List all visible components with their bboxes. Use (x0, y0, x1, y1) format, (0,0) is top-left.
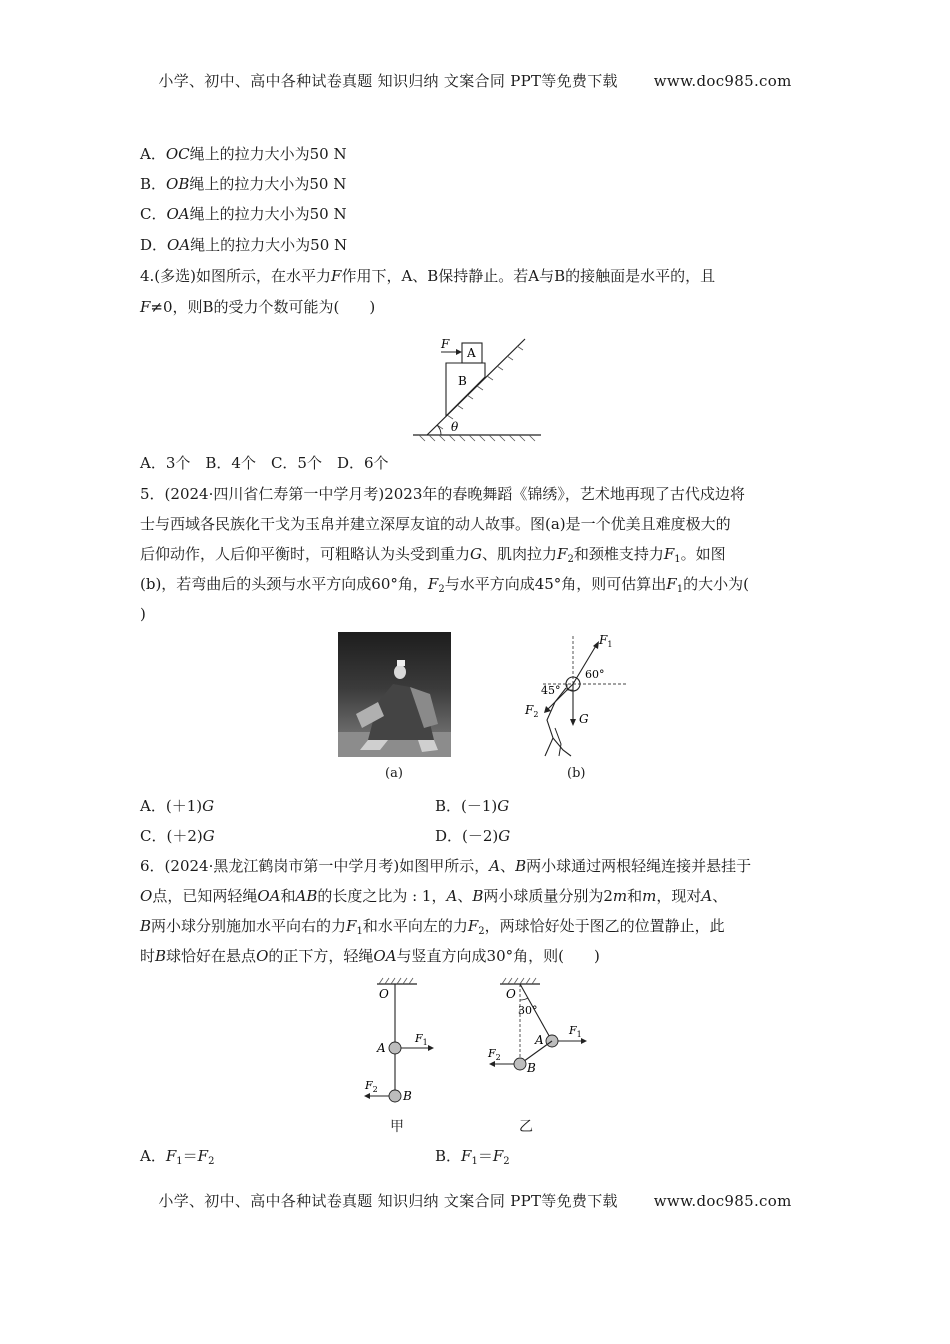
q6-jia-label-o: O (379, 987, 389, 1001)
q5-option-c: C．(＋2)G (140, 827, 215, 845)
q6-caption-jia: 甲 (390, 1119, 404, 1135)
q6-jia-ball-a (389, 1042, 401, 1054)
q4-stem-line1: 4.(多选)如图所示，在水平力F作用下，A、B保持静止。若A与B的接触面是水平的，且 (140, 267, 716, 285)
q6-jia-label-b: B (403, 1089, 412, 1103)
q5-force-diagram (515, 632, 635, 762)
q6-stem-line4: 时B球恰好在悬点O的正下方，轻绳OA与竖直方向成30°角，则( ) (140, 947, 600, 965)
q6-yi-label-b: B (527, 1061, 536, 1075)
q5-stem-line3: 后仰动作，人后仰平衡时，可粗略认为头受到重力G、肌肉拉力$F_2$和颈椎支持力$F_1$。如图 (140, 545, 726, 565)
q4-label-f: F (441, 337, 450, 351)
q6-stem-line3: B两小球分别施加水平向右的力$F_1$和水平向左的力$F_2$，两球恰好处于图乙的位置静止，此 (140, 917, 725, 937)
q5-option-a: A．(＋1)G (140, 797, 215, 815)
q6-option-a: A．$F_1=F_2$ (140, 1147, 215, 1167)
q6-yi-label-o: O (506, 987, 516, 1001)
q5-label-f1: $F_1$ (599, 633, 613, 649)
q6-jia-ball-b (389, 1090, 401, 1102)
q4-label-b: B (458, 374, 467, 388)
q3-option-b: B．OB绳上的拉力大小为50 N (140, 175, 347, 193)
q5-caption-a: (a) (385, 766, 403, 781)
q3-option-a: A．OC绳上的拉力大小为50 N (140, 145, 347, 163)
q6-yi-label-f1: $F_1$ (569, 1024, 582, 1039)
q5-dance-photo (338, 632, 451, 757)
q5-label-g: G (579, 712, 589, 726)
q6-yi-label-a: A (535, 1033, 544, 1047)
q5-option-d: D．(－2)G (435, 827, 511, 845)
q6-jia-label-a: A (377, 1041, 386, 1055)
q5-caption-b: (b) (567, 766, 586, 781)
q6-jia-label-f2: $F_2$ (365, 1079, 378, 1094)
q6-figure-jia (355, 978, 445, 1108)
q5-angle-60: 60° (585, 668, 605, 681)
q5-stem-line1: 5．(2024·四川省仁寿第一中学月考)2023年的春晚舞蹈《锦绣》，艺术地再现了古代戍边将 (140, 485, 745, 503)
q4-stem-line2: F≠0，则B的受力个数可能为( ) (140, 298, 376, 316)
q4-theta-label: θ (451, 420, 459, 434)
q4-label-a: A (467, 346, 476, 360)
header-text: 小学、初中、高中各种试卷真题 知识归纳 文案合同 PPT等免费下载 (158, 72, 618, 90)
q5-angle-45: 45° (541, 684, 561, 697)
q6-option-b: B．$F_1=F_2$ (435, 1147, 510, 1167)
footer-site[interactable]: www.doc985.com (653, 1192, 792, 1210)
q6-jia-label-f1: $F_1$ (415, 1032, 428, 1047)
q6-stem-line1: 6．(2024·黑龙江鹤岗市第一中学月考)如图甲所示，A、B两小球通过两根轻绳连接并悬挂于 (140, 857, 752, 875)
q5-stem-line5: ) (140, 605, 146, 623)
page-footer (0, 1190, 950, 1211)
q6-figure-yi (484, 978, 594, 1108)
page-header (0, 70, 950, 91)
q4-block-b (446, 363, 485, 416)
q6-yi-label-f2: $F_2$ (488, 1047, 501, 1062)
q4-options: A．3个 B．4个 C．5个 D．6个 (140, 454, 389, 472)
q6-yi-angle-30: 30° (518, 1004, 538, 1017)
header-site[interactable]: www.doc985.com (653, 72, 792, 90)
q6-yi-ball-b (514, 1058, 526, 1070)
q5-stem-line4: (b)，若弯曲后的头颈与水平方向成60°角，$F_2$与水平方向成45°角，则可估算出$F_1$的大小为( (140, 575, 749, 595)
q3-option-d: D．OA绳上的拉力大小为50 N (140, 236, 348, 254)
q5-label-f2: $F_2$ (525, 703, 539, 719)
footer-text: 小学、初中、高中各种试卷真题 知识归纳 文案合同 PPT等免费下载 (158, 1192, 618, 1210)
q5-option-b: B．(－1)G (435, 797, 510, 815)
q3-option-c: C．OA绳上的拉力大小为50 N (140, 205, 347, 223)
q4-figure (405, 335, 545, 445)
q5-stem-line2: 士与西域各民族化干戈为玉帛并建立深厚友谊的动人故事。图(a)是一个优美且难度极大的 (140, 515, 731, 533)
q6-caption-yi: 乙 (519, 1119, 533, 1135)
q6-stem-line2: O点，已知两轻绳OA和AB的长度之比为 : 1，A、B两小球质量分别为2m和m，现对A、 (140, 887, 728, 905)
